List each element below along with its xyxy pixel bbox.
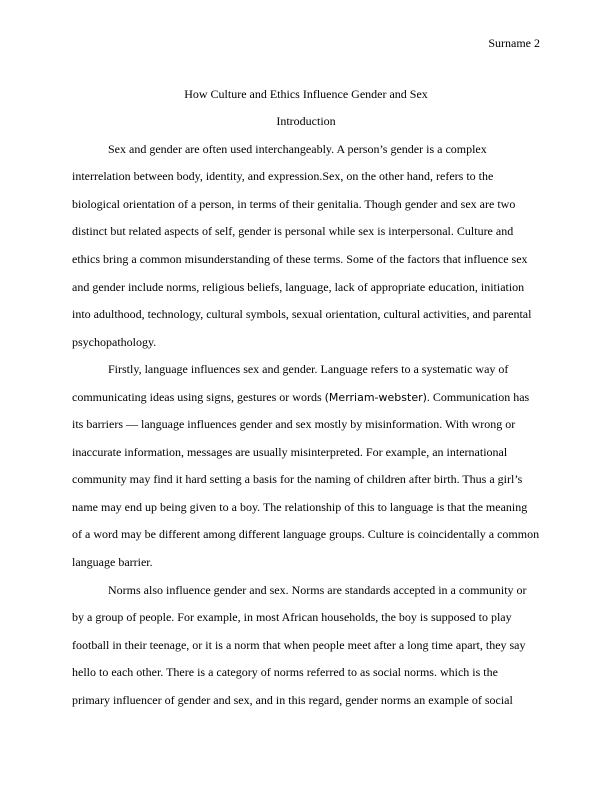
text-segment: . Communication has bbox=[426, 390, 530, 404]
text-line-with-citation bbox=[72, 390, 529, 405]
text-line: of a word may be different among different language groups. Culture is coincidentally a common bbox=[72, 527, 540, 541]
text-line: Sex and gender are often used interchangeably. A person’s gender is a complex bbox=[108, 142, 487, 156]
text-line: and gender include norms, religious beliefs, language, lack of appropriate education, initiation bbox=[72, 280, 525, 294]
text-line: language barrier. bbox=[72, 555, 153, 569]
section-heading: Introduction bbox=[276, 114, 336, 128]
text-line: hello to each other. There is a category of norms referred to as social norms. which is the bbox=[72, 665, 498, 679]
text-line: primary influencer of gender and sex, and in this regard, gender norms an example of social bbox=[72, 693, 513, 707]
text-segment: communicating ideas using signs, gestures or words bbox=[72, 390, 325, 404]
text-line: Norms also influence gender and sex. Norms are standards accepted in a community or bbox=[108, 583, 527, 597]
text-line: into adulthood, technology, cultural symbols, sexual orientation, cultural activities, and parental bbox=[72, 307, 532, 321]
running-head: Surname 2 bbox=[488, 36, 540, 50]
text-line: interrelation between body, identity, and expression.Sex, on the other hand, refers to the bbox=[72, 169, 494, 183]
text-line: football in their teenage, or it is a norm that when people meet after a long time apart, they say bbox=[72, 638, 526, 652]
paper-title: How Culture and Ethics Influence Gender and Sex bbox=[184, 87, 428, 101]
text-line: ethics bring a common misunderstanding of these terms. Some of the factors that influence sex bbox=[72, 252, 528, 266]
text-line: inaccurate information, messages are usually misinterpreted. For example, an international bbox=[72, 445, 508, 459]
text-line: community may find it hard setting a basis for the naming of children after birth. Thus a girl’s bbox=[72, 472, 523, 486]
text-line: biological orientation of a person, in terms of their genitalia. Though gender and sex are two bbox=[72, 197, 516, 211]
text-line: name may end up being given to a boy. The relationship of this to language is that the meaning bbox=[72, 500, 528, 514]
text-line: psychopathology. bbox=[72, 335, 157, 349]
text-line: distinct but related aspects of self, gender is personal while sex is interpersonal. Culture and bbox=[72, 224, 514, 238]
citation: (Merriam-webster) bbox=[324, 391, 427, 404]
text-line: its barriers — language influences gender and sex mostly by misinformation. With wrong or bbox=[72, 417, 516, 431]
text-line: Firstly, language influences sex and gender. Language refers to a systematic way of bbox=[108, 362, 509, 376]
text-line: by a group of people. For example, in most African households, the boy is supposed to play bbox=[72, 610, 512, 624]
